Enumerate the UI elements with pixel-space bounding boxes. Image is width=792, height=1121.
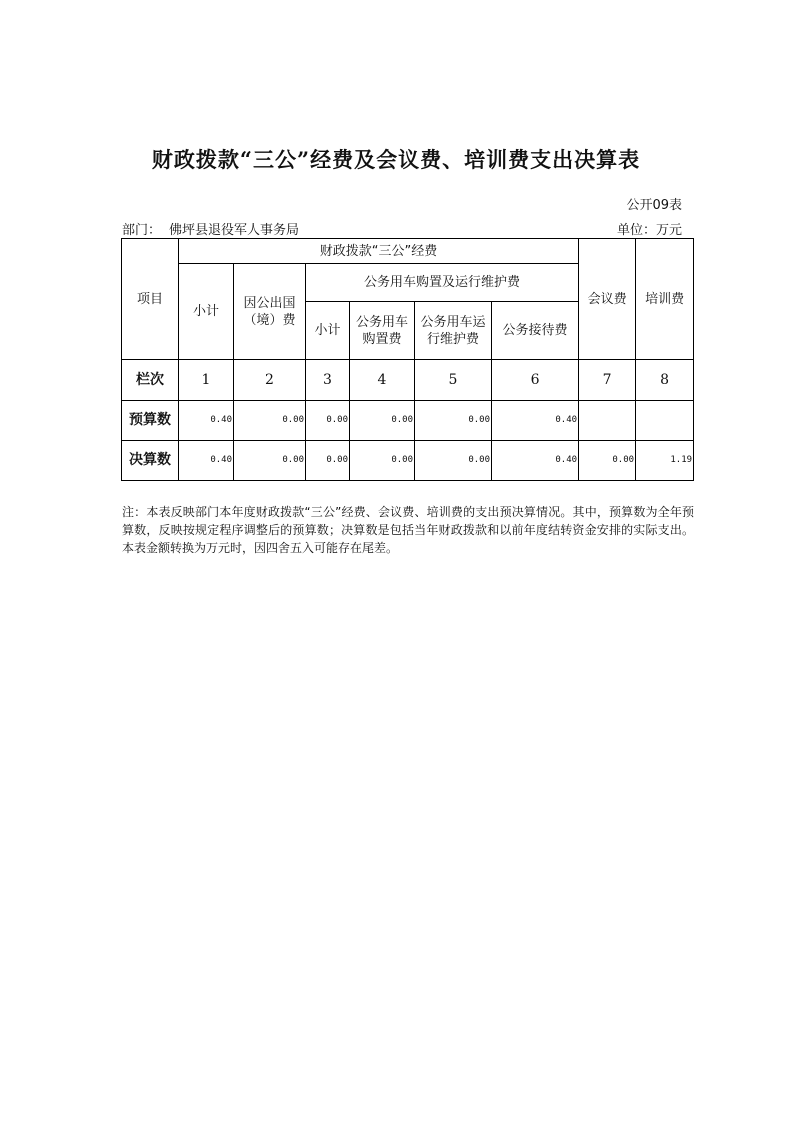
column-number: 3 bbox=[306, 360, 350, 401]
unit-label: 单位：万元 bbox=[616, 223, 682, 238]
header-abroad-line2: （境）费 bbox=[243, 312, 296, 328]
header-vehicle-operation-line1: 公务用车运 bbox=[420, 314, 486, 330]
header-vehicle-operation-line2: 行维护费 bbox=[426, 331, 479, 347]
department-label: 部门： bbox=[122, 223, 162, 238]
header-vehicle: 公务用车购置及运行维护费 bbox=[306, 264, 579, 302]
page-title: 财政拨款“三公”经费及会议费、培训费支出决算表 bbox=[151, 147, 641, 172]
header-training: 培训费 bbox=[636, 239, 694, 360]
header-abroad bbox=[234, 264, 306, 360]
department bbox=[122, 219, 299, 238]
header-reception: 公务接待费 bbox=[492, 302, 579, 360]
column-number: 2 bbox=[234, 360, 306, 401]
header-vehicle-subtotal: 小计 bbox=[306, 302, 350, 360]
column-number: 4 bbox=[350, 360, 415, 401]
header-vehicle-purchase bbox=[350, 302, 415, 360]
final-cell: 0.00 bbox=[579, 441, 636, 481]
form-number: 公开09表 bbox=[626, 198, 682, 213]
final-cell: 0.40 bbox=[492, 441, 579, 481]
budget-cell: 0.00 bbox=[350, 401, 415, 441]
header-abroad-line1: 因公出国 bbox=[243, 295, 296, 311]
row-label-column-number: 栏次 bbox=[122, 360, 179, 401]
header-vehicle-purchase-line1: 公务用车 bbox=[355, 314, 408, 330]
row-label-final: 决算数 bbox=[122, 441, 179, 481]
footnote: 注：本表反映部门本年度财政拨款“三公”经费、会议费、培训费的支出预决算情况。其中，预算数为全年预算数，反映按规定程序调整后的预算数；决算数是包括当年财政拨款和以前年度结转资金安排的实际支出。本表金额转换为万元时，因四舍五入可能存在尾差。 bbox=[122, 505, 694, 555]
header-vehicle-operation bbox=[415, 302, 492, 360]
header-sangong: 财政拨款“三公”经费 bbox=[179, 239, 579, 264]
department-name: 佛坪县退役军人事务局 bbox=[169, 223, 300, 238]
column-number: 5 bbox=[415, 360, 492, 401]
budget-cell: 0.00 bbox=[415, 401, 492, 441]
column-number: 7 bbox=[579, 360, 636, 401]
column-number: 6 bbox=[492, 360, 579, 401]
budget-cell: 0.00 bbox=[306, 401, 350, 441]
row-label-budget: 预算数 bbox=[122, 401, 179, 441]
budget-cell bbox=[579, 401, 636, 441]
final-cell: 0.40 bbox=[179, 441, 234, 481]
header-subtotal: 小计 bbox=[179, 264, 234, 360]
header-meeting: 会议费 bbox=[579, 239, 636, 360]
budget-cell bbox=[636, 401, 694, 441]
final-cell: 0.00 bbox=[350, 441, 415, 481]
final-cell: 0.00 bbox=[306, 441, 350, 481]
column-number: 8 bbox=[636, 360, 694, 401]
header-item: 项目 bbox=[122, 239, 179, 360]
final-cell: 0.00 bbox=[415, 441, 492, 481]
header-vehicle-purchase-line2: 购置费 bbox=[362, 331, 402, 347]
budget-cell: 0.00 bbox=[234, 401, 306, 441]
final-cell: 0.00 bbox=[234, 441, 306, 481]
final-cell: 1.19 bbox=[636, 441, 694, 481]
expense-table bbox=[121, 238, 694, 481]
budget-cell: 0.40 bbox=[179, 401, 234, 441]
budget-cell: 0.40 bbox=[492, 401, 579, 441]
column-number: 1 bbox=[179, 360, 234, 401]
